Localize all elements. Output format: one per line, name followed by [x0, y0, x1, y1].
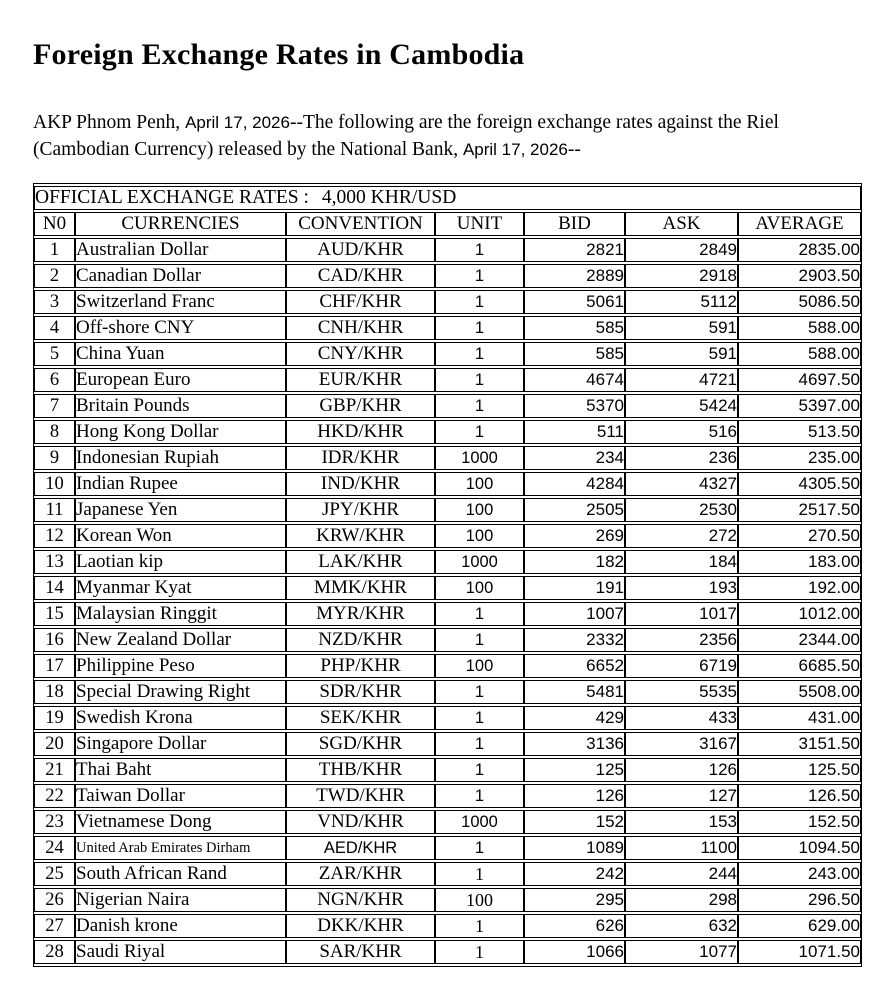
average-cell: 6685.50 [738, 654, 861, 678]
convention-cell: NGN/KHR [286, 888, 435, 912]
col-header-unit: UNIT [435, 212, 524, 236]
page-title: Foreign Exchange Rates in Cambodia [33, 38, 525, 71]
table-row [34, 862, 861, 886]
unit-cell: 1000 [435, 550, 524, 574]
banner-value: 4,000 KHR/USD [321, 187, 457, 208]
table-row [34, 316, 861, 340]
convention-cell: GBP/KHR [286, 394, 435, 418]
row-number-cell: 21 [34, 758, 75, 782]
row-number-cell: 17 [34, 654, 75, 678]
currency-name-cell: United Arab Emirates Dirham [75, 836, 286, 860]
unit-cell: 1 [435, 914, 524, 938]
average-cell: 3151.50 [738, 732, 861, 756]
exchange-rates-table [33, 183, 862, 967]
table-row [34, 264, 861, 288]
currency-name-cell: China Yuan [75, 342, 286, 366]
bid-cell: 269 [524, 524, 625, 548]
ask-cell: 4327 [625, 472, 738, 496]
convention-cell: CAD/KHR [286, 264, 435, 288]
convention-cell: NZD/KHR [286, 628, 435, 652]
ask-cell: 244 [625, 862, 738, 886]
currency-name-cell: South African Rand [75, 862, 286, 886]
average-cell: 192.00 [738, 576, 861, 600]
col-header-average: AVERAGE [738, 212, 861, 236]
table-row [34, 550, 861, 574]
row-number-cell: 4 [34, 316, 75, 340]
table-row [34, 342, 861, 366]
average-cell: 1071.50 [738, 940, 861, 964]
unit-cell: 1 [435, 680, 524, 704]
unit-cell: 1 [435, 602, 524, 626]
table-row [34, 732, 861, 756]
header-row [34, 212, 861, 236]
row-number-cell: 20 [34, 732, 75, 756]
currency-name-cell: Australian Dollar [75, 238, 286, 262]
bid-cell: 191 [524, 576, 625, 600]
bid-cell: 5061 [524, 290, 625, 314]
row-number-cell: 19 [34, 706, 75, 730]
row-number-cell: 9 [34, 446, 75, 470]
ask-cell: 516 [625, 420, 738, 444]
unit-cell: 1000 [435, 810, 524, 834]
row-number-cell: 27 [34, 914, 75, 938]
ask-cell: 5112 [625, 290, 738, 314]
convention-cell: AUD/KHR [286, 238, 435, 262]
col-header-currencies: CURRENCIES [75, 212, 286, 236]
currency-name-cell: Saudi Riyal [75, 940, 286, 964]
convention-cell: SEK/KHR [286, 706, 435, 730]
currency-name-cell: Japanese Yen [75, 498, 286, 522]
unit-cell: 1 [435, 862, 524, 886]
ask-cell: 126 [625, 758, 738, 782]
convention-cell: MYR/KHR [286, 602, 435, 626]
average-cell: 1012.00 [738, 602, 861, 626]
intro-text-2: --The following are the foreign exchange rates against the Riel (Cambodian Currency) released by the National Bank, [33, 112, 779, 160]
convention-cell: IND/KHR [286, 472, 435, 496]
row-number-cell: 22 [34, 784, 75, 808]
convention-cell: SGD/KHR [286, 732, 435, 756]
currency-name-cell: Off-shore CNY [75, 316, 286, 340]
ask-cell: 298 [625, 888, 738, 912]
unit-cell: 1 [435, 628, 524, 652]
unit-cell: 100 [435, 524, 524, 548]
bid-cell: 1089 [524, 836, 625, 860]
table-row [34, 472, 861, 496]
row-number-cell: 15 [34, 602, 75, 626]
unit-cell: 100 [435, 472, 524, 496]
unit-cell: 100 [435, 654, 524, 678]
convention-cell: CNH/KHR [286, 316, 435, 340]
ask-cell: 184 [625, 550, 738, 574]
col-header-ask: ASK [625, 212, 738, 236]
ask-cell: 127 [625, 784, 738, 808]
ask-cell: 591 [625, 342, 738, 366]
average-cell: 270.50 [738, 524, 861, 548]
currency-name-cell: Vietnamese Dong [75, 810, 286, 834]
ask-cell: 236 [625, 446, 738, 470]
ask-cell: 1100 [625, 836, 738, 860]
currency-name-cell: Switzerland Franc [75, 290, 286, 314]
ask-cell: 2849 [625, 238, 738, 262]
table-row [34, 810, 861, 834]
ask-cell: 2356 [625, 628, 738, 652]
average-cell: 5086.50 [738, 290, 861, 314]
ask-cell: 153 [625, 810, 738, 834]
bid-cell: 5481 [524, 680, 625, 704]
bid-cell: 626 [524, 914, 625, 938]
average-cell: 588.00 [738, 342, 861, 366]
ask-cell: 272 [625, 524, 738, 548]
currency-name-cell: Taiwan Dollar [75, 784, 286, 808]
bid-cell: 295 [524, 888, 625, 912]
convention-cell: THB/KHR [286, 758, 435, 782]
convention-cell: VND/KHR [286, 810, 435, 834]
row-number-cell: 14 [34, 576, 75, 600]
row-number-cell: 18 [34, 680, 75, 704]
table-row [34, 446, 861, 470]
row-number-cell: 16 [34, 628, 75, 652]
unit-cell: 1 [435, 784, 524, 808]
row-number-cell: 25 [34, 862, 75, 886]
row-number-cell: 28 [34, 940, 75, 964]
table-row [34, 602, 861, 626]
currency-name-cell: Malaysian Ringgit [75, 602, 286, 626]
unit-cell: 1 [435, 238, 524, 262]
convention-cell: DKK/KHR [286, 914, 435, 938]
row-number-cell: 12 [34, 524, 75, 548]
col-header-convention: CONVENTION [286, 212, 435, 236]
average-cell: 629.00 [738, 914, 861, 938]
row-number-cell: 1 [34, 238, 75, 262]
average-cell: 4697.50 [738, 368, 861, 392]
intro-text-3: -- [567, 139, 581, 160]
bid-cell: 242 [524, 862, 625, 886]
table-row [34, 290, 861, 314]
convention-cell: EUR/KHR [286, 368, 435, 392]
table-row [34, 654, 861, 678]
average-cell: 431.00 [738, 706, 861, 730]
currency-name-cell: Swedish Krona [75, 706, 286, 730]
intro-text-1: AKP Phnom Penh, [33, 112, 186, 133]
convention-cell: CHF/KHR [286, 290, 435, 314]
ask-cell: 3167 [625, 732, 738, 756]
convention-cell: ZAR/KHR [286, 862, 435, 886]
convention-cell: KRW/KHR [286, 524, 435, 548]
average-cell: 183.00 [738, 550, 861, 574]
average-cell: 2517.50 [738, 498, 861, 522]
currency-name-cell: Indian Rupee [75, 472, 286, 496]
bid-cell: 511 [524, 420, 625, 444]
unit-cell: 1 [435, 758, 524, 782]
table-row [34, 524, 861, 548]
row-number-cell: 24 [34, 836, 75, 860]
average-cell: 296.50 [738, 888, 861, 912]
table-row [34, 238, 861, 262]
intro-paragraph [33, 109, 861, 163]
bid-cell: 125 [524, 758, 625, 782]
row-number-cell: 2 [34, 264, 75, 288]
average-cell: 5397.00 [738, 394, 861, 418]
unit-cell: 1 [435, 394, 524, 418]
bid-cell: 2889 [524, 264, 625, 288]
table-row [34, 420, 861, 444]
table-row [34, 706, 861, 730]
banner-label: OFFICIAL EXCHANGE RATES : [35, 187, 309, 208]
convention-cell: TWD/KHR [286, 784, 435, 808]
bid-cell: 152 [524, 810, 625, 834]
convention-cell: SAR/KHR [286, 940, 435, 964]
currency-name-cell: Philippine Peso [75, 654, 286, 678]
ask-cell: 193 [625, 576, 738, 600]
unit-cell: 100 [435, 498, 524, 522]
ask-cell: 433 [625, 706, 738, 730]
bid-cell: 2332 [524, 628, 625, 652]
ask-cell: 5535 [625, 680, 738, 704]
convention-cell: PHP/KHR [286, 654, 435, 678]
bid-cell: 429 [524, 706, 625, 730]
ask-cell: 2918 [625, 264, 738, 288]
average-cell: 152.50 [738, 810, 861, 834]
ask-cell: 632 [625, 914, 738, 938]
average-cell: 2903.50 [738, 264, 861, 288]
bid-cell: 182 [524, 550, 625, 574]
unit-cell: 1 [435, 316, 524, 340]
unit-cell: 1 [435, 342, 524, 366]
currency-name-cell: Korean Won [75, 524, 286, 548]
row-number-cell: 11 [34, 498, 75, 522]
unit-cell: 100 [435, 888, 524, 912]
table-row [34, 914, 861, 938]
table-row [34, 628, 861, 652]
intro-date-2: April 17, 2026 [462, 140, 568, 159]
row-number-cell: 6 [34, 368, 75, 392]
table-row [34, 394, 861, 418]
currency-name-cell: Singapore Dollar [75, 732, 286, 756]
table-row [34, 784, 861, 808]
average-cell: 588.00 [738, 316, 861, 340]
currency-name-cell: European Euro [75, 368, 286, 392]
ask-cell: 1077 [625, 940, 738, 964]
row-number-cell: 23 [34, 810, 75, 834]
bid-cell: 234 [524, 446, 625, 470]
convention-cell: LAK/KHR [286, 550, 435, 574]
unit-cell: 1 [435, 368, 524, 392]
ask-cell: 1017 [625, 602, 738, 626]
official-rates-banner [34, 186, 861, 210]
row-number-cell: 13 [34, 550, 75, 574]
currency-name-cell: Canadian Dollar [75, 264, 286, 288]
average-cell: 2835.00 [738, 238, 861, 262]
unit-cell: 1 [435, 836, 524, 860]
row-number-cell: 7 [34, 394, 75, 418]
bid-cell: 4674 [524, 368, 625, 392]
unit-cell: 1000 [435, 446, 524, 470]
currency-name-cell: Danish krone [75, 914, 286, 938]
table-row [34, 576, 861, 600]
unit-cell: 1 [435, 264, 524, 288]
unit-cell: 100 [435, 576, 524, 600]
currency-name-cell: Nigerian Naira [75, 888, 286, 912]
bid-cell: 585 [524, 342, 625, 366]
currency-name-cell: Myanmar Kyat [75, 576, 286, 600]
unit-cell: 1 [435, 290, 524, 314]
table-row [34, 680, 861, 704]
bid-cell: 6652 [524, 654, 625, 678]
table-row [34, 888, 861, 912]
currency-name-cell: Thai Baht [75, 758, 286, 782]
intro-date-1: April 17, 2026 [185, 113, 290, 132]
table-row [34, 368, 861, 392]
currency-name-cell: Special Drawing Right [75, 680, 286, 704]
banner-row [34, 186, 861, 210]
convention-cell: CNY/KHR [286, 342, 435, 366]
average-cell: 235.00 [738, 446, 861, 470]
row-number-cell: 5 [34, 342, 75, 366]
currency-name-cell: New Zealand Dollar [75, 628, 286, 652]
average-cell: 243.00 [738, 862, 861, 886]
bid-cell: 126 [524, 784, 625, 808]
col-header-no: N0 [34, 212, 75, 236]
convention-cell: JPY/KHR [286, 498, 435, 522]
ask-cell: 5424 [625, 394, 738, 418]
bid-cell: 3136 [524, 732, 625, 756]
currency-name-cell: Britain Pounds [75, 394, 286, 418]
bid-cell: 585 [524, 316, 625, 340]
convention-cell: AED/KHR [286, 836, 435, 860]
currency-name-cell: Laotian kip [75, 550, 286, 574]
average-cell: 513.50 [738, 420, 861, 444]
currency-name-cell: Hong Kong Dollar [75, 420, 286, 444]
bid-cell: 2821 [524, 238, 625, 262]
convention-cell: IDR/KHR [286, 446, 435, 470]
convention-cell: SDR/KHR [286, 680, 435, 704]
ask-cell: 591 [625, 316, 738, 340]
row-number-cell: 26 [34, 888, 75, 912]
table-row [34, 836, 861, 860]
row-number-cell: 8 [34, 420, 75, 444]
average-cell: 126.50 [738, 784, 861, 808]
ask-cell: 2530 [625, 498, 738, 522]
unit-cell: 1 [435, 706, 524, 730]
ask-cell: 6719 [625, 654, 738, 678]
bid-cell: 4284 [524, 472, 625, 496]
average-cell: 2344.00 [738, 628, 861, 652]
bid-cell: 2505 [524, 498, 625, 522]
table-row [34, 758, 861, 782]
unit-cell: 1 [435, 420, 524, 444]
table-row [34, 498, 861, 522]
convention-cell: MMK/KHR [286, 576, 435, 600]
bid-cell: 1066 [524, 940, 625, 964]
table-row [34, 940, 861, 964]
unit-cell: 1 [435, 732, 524, 756]
currency-name-cell: Indonesian Rupiah [75, 446, 286, 470]
average-cell: 4305.50 [738, 472, 861, 496]
convention-cell: HKD/KHR [286, 420, 435, 444]
row-number-cell: 10 [34, 472, 75, 496]
bid-cell: 1007 [524, 602, 625, 626]
ask-cell: 4721 [625, 368, 738, 392]
col-header-bid: BID [524, 212, 625, 236]
average-cell: 5508.00 [738, 680, 861, 704]
unit-cell: 1 [435, 940, 524, 964]
average-cell: 125.50 [738, 758, 861, 782]
row-number-cell: 3 [34, 290, 75, 314]
average-cell: 1094.50 [738, 836, 861, 860]
bid-cell: 5370 [524, 394, 625, 418]
